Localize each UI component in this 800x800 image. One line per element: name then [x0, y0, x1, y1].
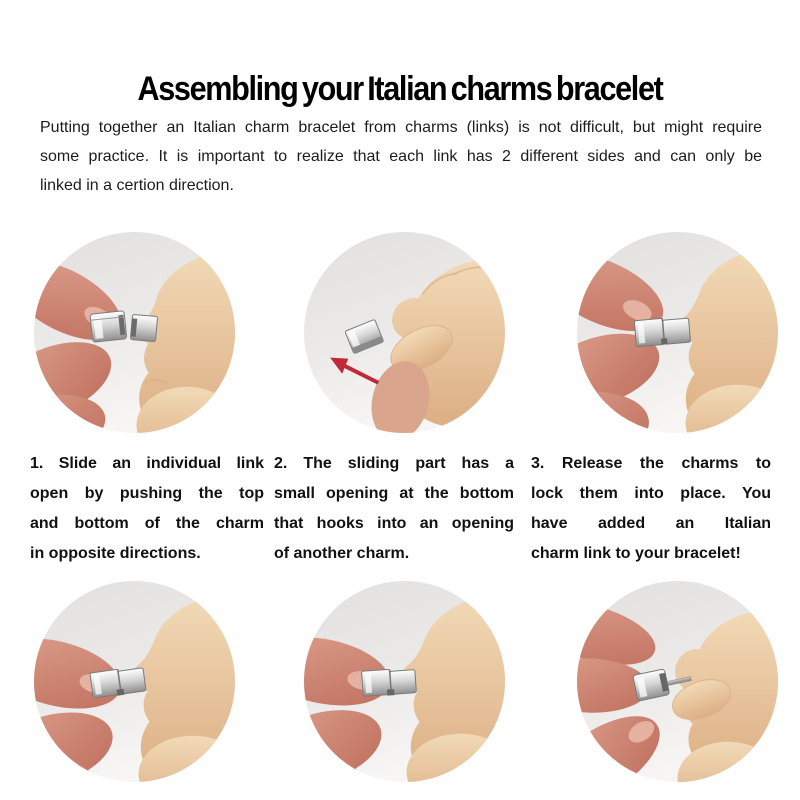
step-caption-3 [531, 449, 771, 569]
caption-line: 3. Release the charms to [531, 455, 771, 472]
page-title: Assembling your Italian charms bracelet [137, 69, 663, 108]
step-caption-1 [30, 449, 264, 569]
charm-links-joined [634, 316, 690, 347]
step2-photo-sliding-open [304, 232, 505, 433]
caption-line: have added an Italian [531, 515, 771, 532]
charm-link-left [90, 311, 127, 343]
charm-links-joined [362, 668, 417, 698]
step3-photo-hooking-charms [577, 232, 778, 433]
intro-line: some practice. It is important to realize that each link has 2 different sides and can only be [40, 148, 762, 165]
intro-paragraph [40, 113, 762, 200]
caption-line: 2. The sliding part has a [274, 455, 514, 472]
caption-line: in opposite directions. [30, 545, 201, 562]
caption-line: of another charm. [274, 545, 410, 562]
charm-link-right [130, 314, 157, 341]
photo-connected-links [577, 581, 778, 782]
caption-line: and bottom of the charm [30, 515, 264, 532]
caption-line: lock them into place. You [531, 485, 771, 502]
step-caption-2 [274, 449, 514, 569]
photo-pressing-together [34, 581, 235, 782]
caption-line: charm link to your bracelet! [531, 545, 741, 562]
step1-photo-separate-links [34, 232, 235, 433]
caption-line: open by pushing the top [30, 485, 264, 502]
caption-line: that hooks into an opening [274, 515, 514, 532]
caption-line: small opening at the bottom [274, 485, 514, 502]
caption-line: 1. Slide an individual link [30, 455, 264, 472]
photo-locking-into-place [304, 581, 505, 782]
intro-line: Putting together an Italian charm bracelet from charms (links) is not difficult, but might require [40, 119, 762, 136]
intro-line: linked in a certion direction. [40, 177, 234, 194]
